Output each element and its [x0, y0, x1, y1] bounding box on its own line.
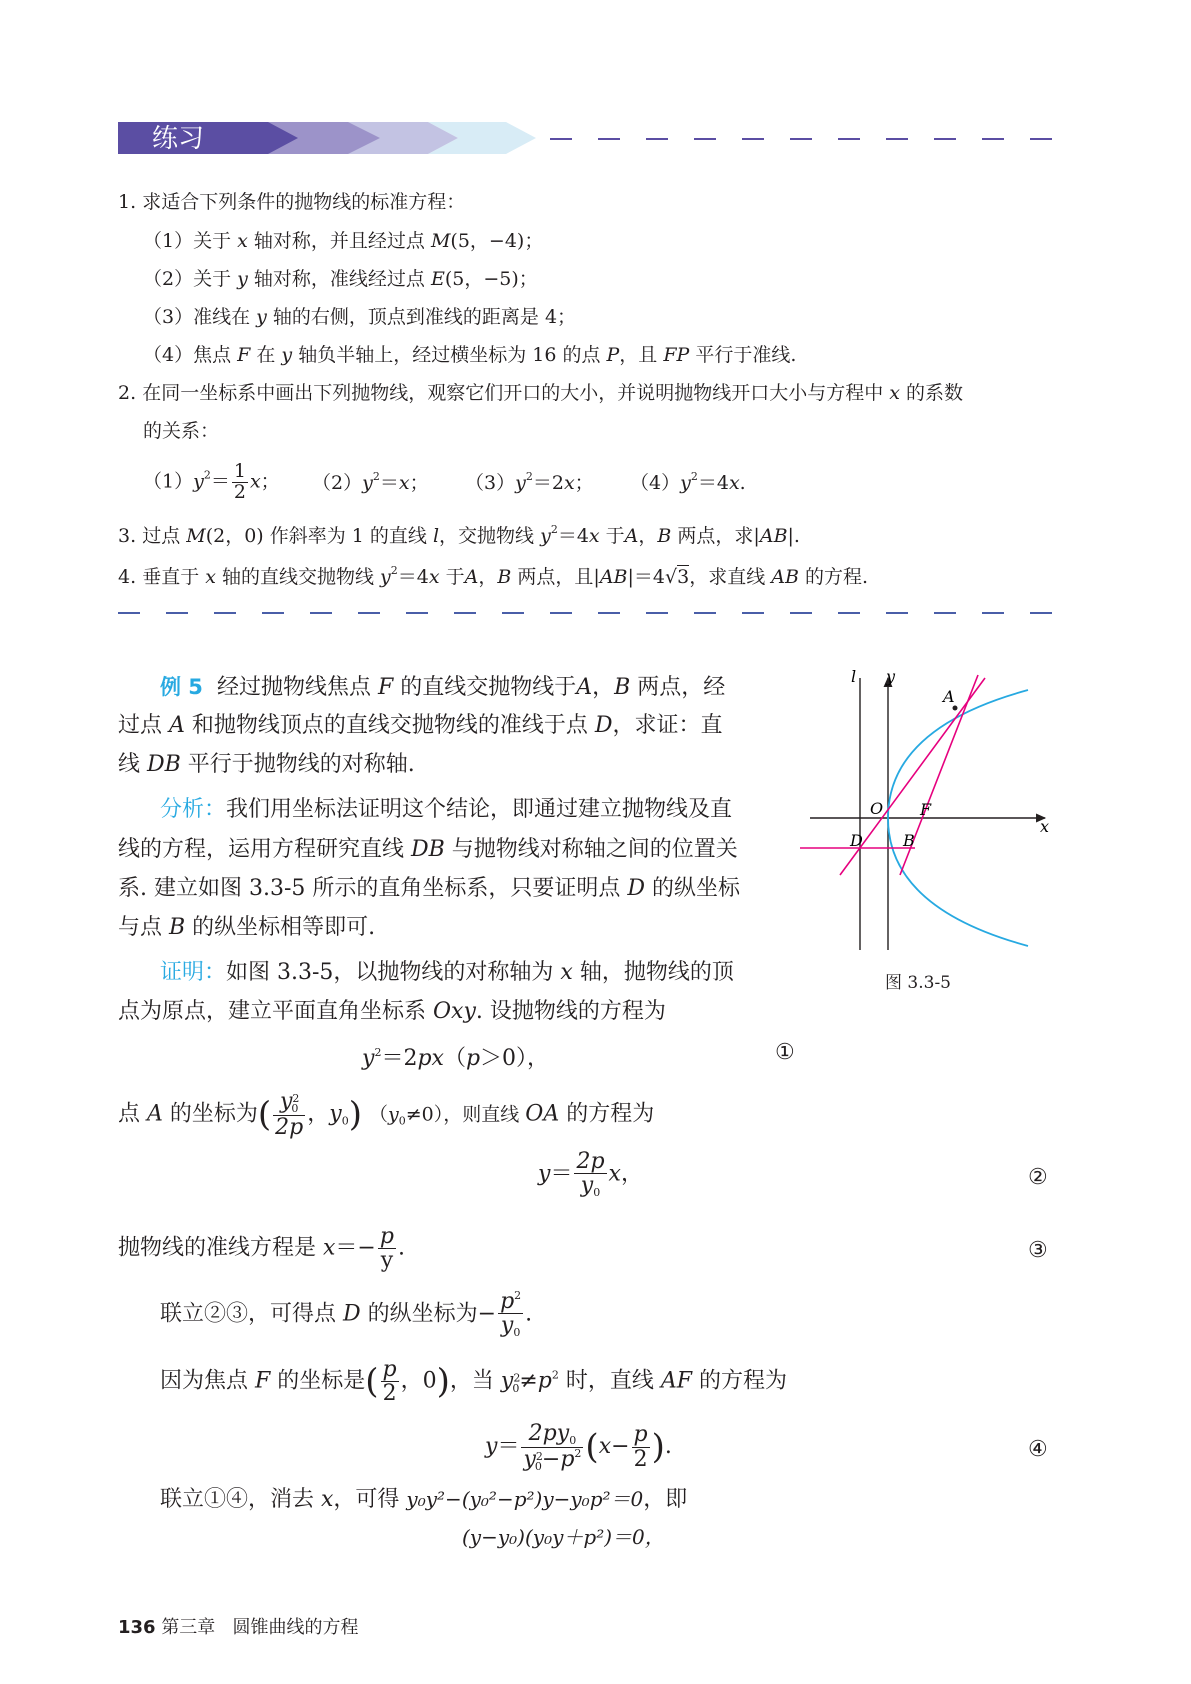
exercise-2-item-4: $(4)y^2=4x$.	[630, 470, 746, 494]
example-5-line-3: 线 DB 平行于抛物线的对称轴.	[118, 752, 415, 777]
equation-1-tag: ①	[775, 1040, 795, 1065]
exercise-2: 2. 在同一坐标系中画出下列抛物线，观察它们开口的大小，并说明抛物线开口大小与方程中 x 的系数	[118, 382, 963, 404]
label-y: y	[886, 667, 896, 686]
label-l: l	[851, 667, 857, 686]
label-F: F	[920, 800, 932, 819]
analysis-line-2: 线的方程，运用方程研究直线 DB 与抛物线对称轴之间的位置关	[118, 837, 738, 862]
section-title: 练习	[152, 124, 205, 154]
analysis-line-3: 系. 建立如图 3.3-5 所示的直角坐标系，只要证明点 D 的纵坐标	[118, 876, 741, 901]
exercises-end-dashed-line	[118, 612, 1073, 614]
exercise-1: 1. 求适合下列条件的抛物线的标准方程：	[118, 191, 466, 213]
proof-line-5: 联立②③，可得点 D 的纵坐标为− $\frac{p^2}{y_0}$ .	[160, 1289, 533, 1340]
proof-line-3: 点 A 的坐标为( $\frac{y^2_0}{2p}$ ，$y_0$) $(y_0\ne 0)$，则直线 OA 的方程为	[118, 1089, 655, 1140]
page-footer	[118, 1613, 358, 1639]
proof-line-1: 证明：如图 3.3-5，以抛物线的对称轴为 x 轴，抛物线的顶	[160, 960, 734, 985]
header-dashed-line	[550, 138, 1070, 140]
label-D: D	[850, 831, 863, 850]
equation-2: y＝ $\frac{2p}{y_0}$ x，	[538, 1149, 643, 1200]
proof-line-6: 因为焦点 F 的坐标是( $\frac{p}{2}$ ，0)，当 $y^2_0\ne p^2$ 时，直线 AF 的方程为	[160, 1357, 788, 1407]
page-number: 136	[118, 1617, 156, 1638]
proof-line-2: 点为原点，建立平面直角坐标系 Oxy. 设抛物线的方程为	[118, 999, 666, 1024]
exercise-1-item-1: （1）关于 x 轴对称，并且经过点 M(5，−4)；	[143, 230, 544, 252]
figure-caption: 图 3.3-5	[885, 973, 951, 993]
exercise-3: 3. 过点 M(2，0) 作斜率为 1 的直线 l，交抛物线 $y^2=4x$ 于A，B 两点，求|AB|.	[118, 523, 800, 547]
label-x: x	[1040, 817, 1050, 836]
label-O: O	[870, 799, 884, 818]
exercise-2-item-2: $(2)y^2=x$；	[312, 470, 429, 494]
equation-4-tag: ④	[1028, 1437, 1048, 1462]
equation-2-tag: ②	[1028, 1165, 1048, 1190]
exercise-2-line-2: 的关系：	[143, 420, 220, 442]
label-A: A	[943, 687, 955, 706]
exercise-1-item-3: （3）准线在 y 轴的右侧，顶点到准线的距离是 4；	[143, 306, 577, 328]
sqrt-symbol: √	[665, 566, 678, 588]
exercise-2-item-1: $(1)y^2=$ $\frac{1}{2}$ x；	[143, 460, 280, 503]
exercise-4: 4. 垂直于 x 轴的直线交抛物线 $y^2=4x$ 于A，B 两点，且|AB|＝4√3，求直线 AB 的方程.	[118, 564, 869, 588]
exercise-1-item-4: （4）焦点 F 在 y 轴负半轴上，经过横坐标为 16 的点 P，且 FP 平行于准线.	[143, 344, 797, 366]
analysis-line-4: 与点 B 的纵坐标相等即可.	[118, 915, 376, 940]
example-5-line-2: 过点 A 和抛物线顶点的直线交抛物线的准线于点 D，求证：直	[118, 713, 723, 738]
analysis-line-1: 分析：我们用坐标法证明这个结论，即通过建立抛物线及直	[160, 797, 733, 822]
proof-line-7: 联立①④，消去 x，可得 y₀y²−(y₀²−p²)y−y₀p²＝0，即	[160, 1487, 688, 1512]
point-A	[953, 706, 958, 711]
exercise-1-item-2: （2）关于 y 轴对称，准线经过点 E(5，−5)；	[143, 268, 538, 290]
equation-4: y＝ $\frac{2py_0}{y^2_0-p^2}$ (x− $\frac{p}{2}$ ).	[485, 1421, 672, 1473]
equation-5: (y−y₀)(y₀y＋p²)＝0，	[462, 1525, 665, 1549]
figure-parabola-diagram	[800, 660, 1070, 960]
equation-1: $y^2=2px(p>0)$，	[362, 1046, 550, 1071]
equation-3-tag: ③	[1028, 1238, 1048, 1263]
proof-line-4: 抛物线的准线方程是 x＝− $\frac{p}{y}$ .	[118, 1224, 405, 1274]
exercise-2-item-3: $(3)y^2=2x$；	[465, 470, 594, 494]
example-5-line-1: 例 5 经过抛物线焦点 F 的直线交抛物线于A，B 两点，经	[160, 675, 726, 700]
chapter-label: 第三章	[161, 1617, 216, 1638]
chapter-title: 圆锥曲线的方程	[232, 1617, 359, 1638]
label-B: B	[903, 831, 915, 850]
